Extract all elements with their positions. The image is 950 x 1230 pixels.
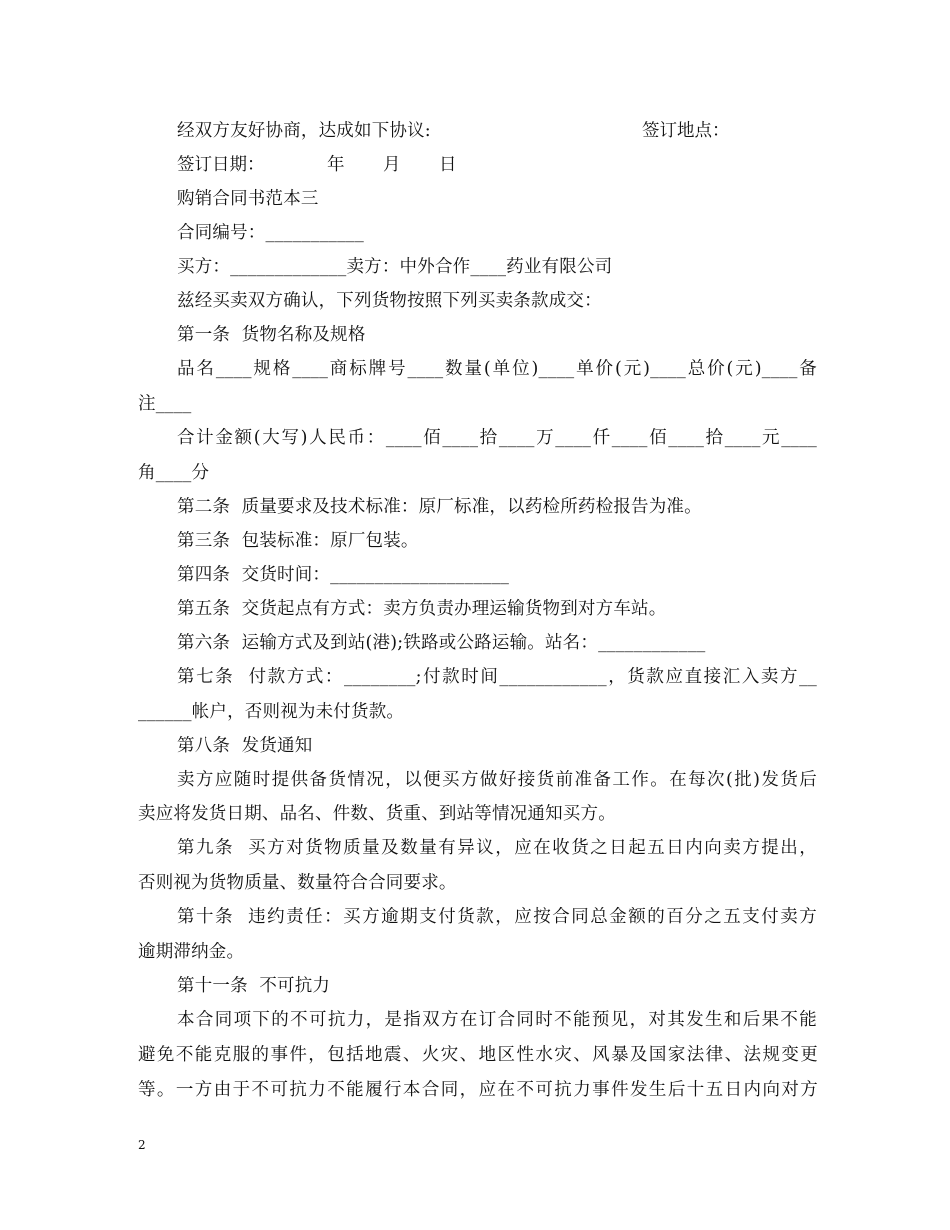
page-number: 2	[138, 1138, 146, 1152]
article-11-body-3: 等。一方由于不可抗力不能履行本合同，应在不可抗力事件发生后十五日内向对方	[138, 1080, 818, 1100]
article-10-body-1: 第十条 违约责任：买方逾期支付货款，应按合同总金额的百分之五支付卖方	[177, 907, 817, 927]
buyer-seller-line: 买方：_____________卖方：中外合作____药业有限公司	[177, 257, 613, 277]
article-7-payment: 第七条 付款方式：________;付款时间____________，货款应直接汇入卖方__	[177, 667, 817, 687]
signing-date-label: 签订日期：	[177, 155, 265, 175]
article-11-body-2: 避免不能克服的事件，包括地震、火灾、地区性水灾、风暴及国家法律、法规变更	[138, 1045, 818, 1065]
article-6-transport: 第六条 运输方式及到站(港);铁路或公路运输。站名：____________	[177, 633, 706, 653]
article-8-body-1: 卖方应随时提供备货情况，以便买方做好接货前准备工作。在每次(批)发货后	[177, 770, 817, 790]
article-3-packaging: 第三条 包装标准：原厂包装。	[177, 531, 419, 551]
article-11-heading: 第十一条 不可抗力	[177, 976, 331, 996]
date-day-label: 日	[439, 155, 457, 175]
article-1-heading: 第一条 货物名称及规格	[177, 325, 366, 345]
goods-spec-line: 品名____规格____商标牌号____数量(单位)____单价(元)____总价(元)____备	[177, 359, 817, 379]
article-9-body-1: 第九条 买方对货物质量及数量有异议，应在收货之日起五日内向卖方提出，	[177, 838, 817, 858]
confirmation-line: 兹经买卖双方确认，下列货物按照下列买卖条款成交：	[177, 291, 602, 311]
goods-spec-line-cont: 注____	[138, 394, 192, 414]
article-8-body-2: 卖应将发货日期、品名、件数、货重、到站等情况通知买方。	[138, 804, 616, 824]
article-10-body-2: 逾期滞纳金。	[138, 942, 245, 962]
date-month-label: 月	[383, 155, 401, 175]
article-11-body-1: 本合同项下的不可抗力，是指双方在订合同时不能预见，对其发生和后果不能	[177, 1010, 817, 1030]
date-year-label: 年	[327, 155, 345, 175]
contract-number-line: 合同编号：___________	[177, 223, 364, 243]
article-8-heading: 第八条 发货通知	[177, 736, 313, 756]
article-7-payment-cont: ______帐户，否则视为未付货款。	[138, 702, 405, 722]
article-9-body-2: 否则视为货物质量、数量符合合同要求。	[138, 873, 457, 893]
contract-title: 购销合同书范本三	[177, 189, 319, 209]
article-5-delivery-origin: 第五条 交货起点有方式：卖方负责办理运输货物到对方车站。	[177, 599, 667, 619]
article-2-quality: 第二条 质量要求及技术标准：原厂标准，以药检所药检报告为准。	[177, 497, 702, 517]
total-amount-line: 合计金额(大写)人民币：____佰____拾____万____仟____佰____拾____元____	[177, 428, 817, 448]
signing-place-label: 签订地点：	[642, 121, 730, 141]
agreement-intro-line: 经双方友好协商，达成如下协议:	[177, 121, 431, 141]
total-amount-line-cont: 角____分	[138, 463, 210, 483]
article-4-delivery-time: 第四条 交货时间：____________________	[177, 565, 510, 585]
